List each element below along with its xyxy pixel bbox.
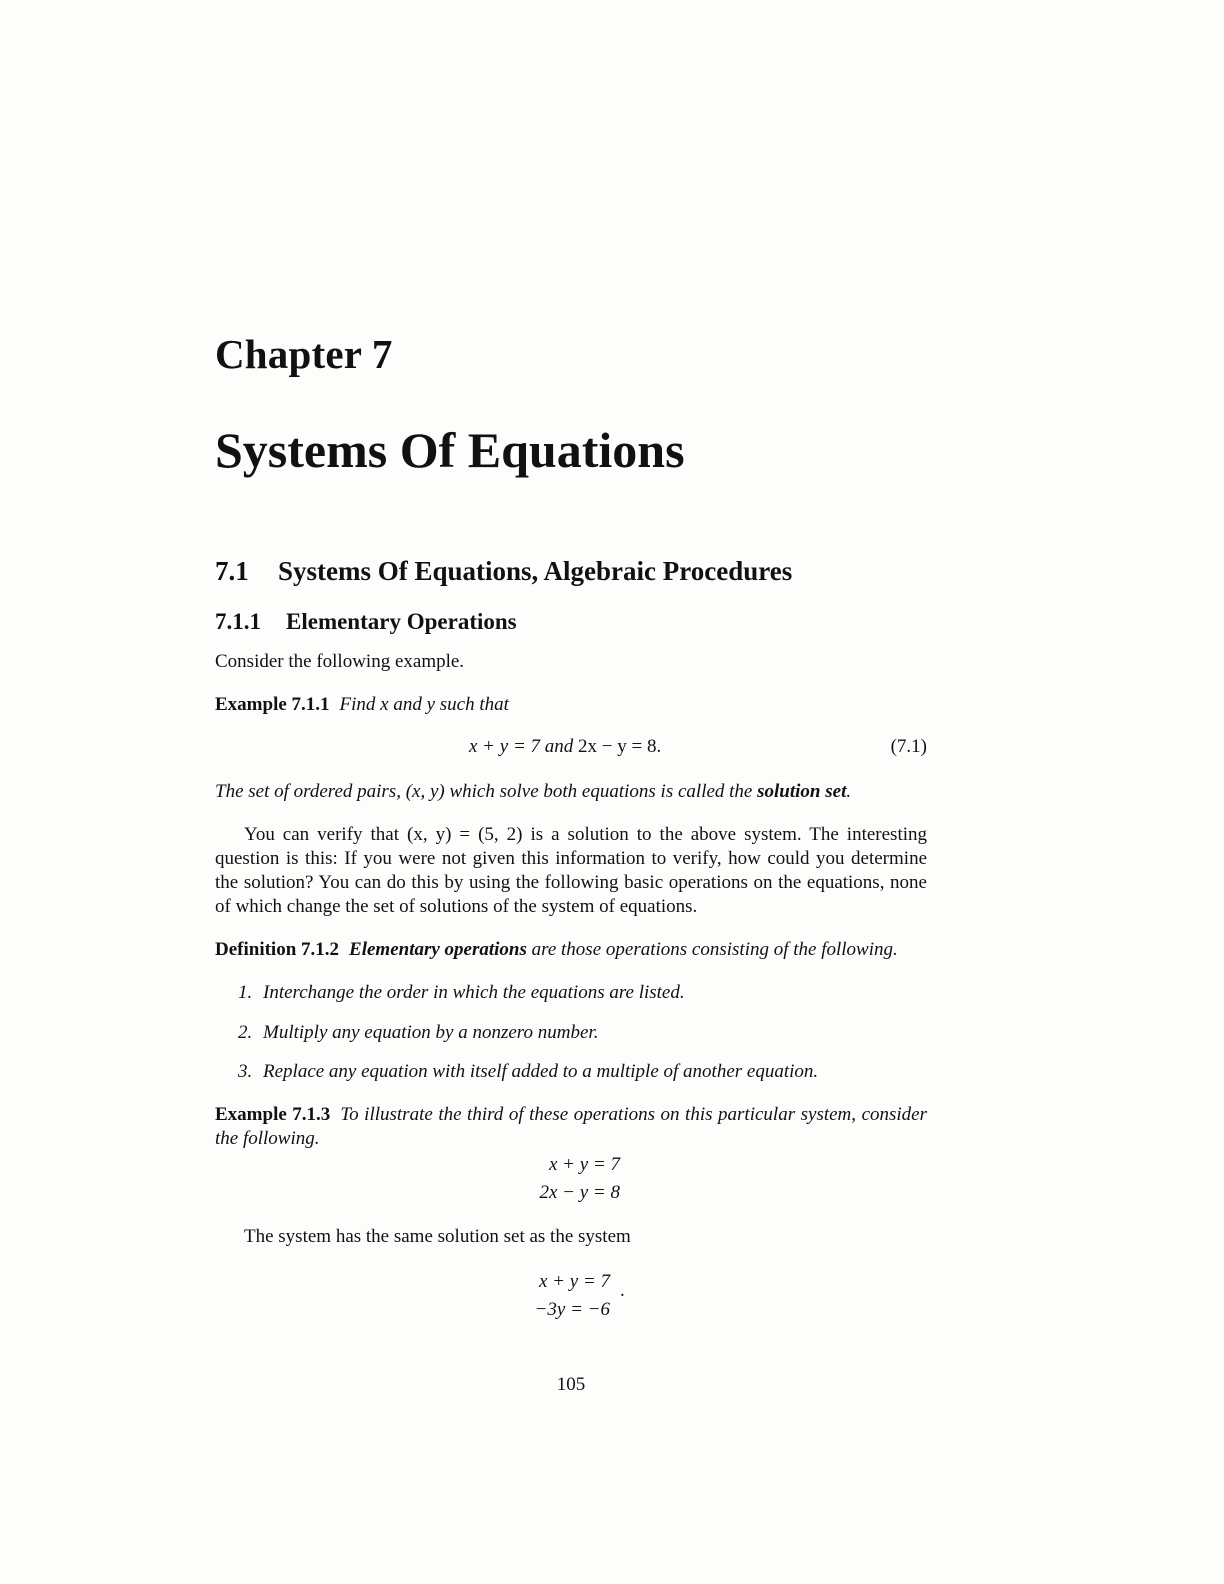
section-title: Systems Of Equations, Algebraic Procedures [278,556,793,586]
list-item-text: Interchange the order in which the equations are listed. [263,982,685,1003]
equation-system-2 [515,1268,610,1324]
example-label: Example 7.1.1 [215,694,330,715]
definition-term: Elementary operations [349,939,527,960]
system-equation: x + y = 7 [538,1271,610,1292]
subsection-heading [215,609,517,635]
list-item-number: 1. [238,982,253,1003]
page-number: 105 [556,1374,586,1395]
equation-number: (7.1) [890,736,927,757]
list-item [238,981,918,1005]
list-item [238,1021,918,1045]
list-item-number: 2. [238,1022,253,1043]
definition-text: are those operations consisting of the following. [531,939,898,960]
equation-connector: and [544,736,574,757]
subsection-title: Elementary Operations [286,609,517,634]
equation-body [469,736,661,758]
example-text: Find x and y such that [339,694,509,715]
list-item-text: Multiply any equation by a nonzero number. [263,1022,599,1043]
list-item-number: 3. [238,1061,253,1082]
section-heading [215,556,792,587]
definition-heading [215,938,898,962]
body-paragraph: You can verify that (x, y) = (5, 2) is a solution to the above system. The interesting question is this: If you were not given this information to verify, how could you determine the solution? You can do this by using the following basic operations on the equations, none of which change the set of solutions of the system of equations. [215,824,927,917]
section-number: 7.1 [215,556,249,586]
equation-right: 2x − y = 8. [578,736,662,757]
example-2-text: To illustrate the third of these operations on this particular system, consider the following. [215,1104,927,1149]
system-equation: 2x − y = 8 [539,1182,620,1203]
solution-set-term: solution set [757,781,847,802]
list-item [238,1060,918,1084]
list-item-text: Replace any equation with itself added to a multiple of another equation. [263,1061,819,1082]
solution-set-sentence [215,780,851,804]
system-equation: −3y = −6 [534,1299,610,1320]
equation-system-1 [520,1151,620,1207]
display-equation [215,736,927,762]
system-equation: x + y = 7 [548,1154,620,1175]
intro-text: Consider the following example. [215,651,465,672]
example-2-label: Example 7.1.3 [215,1104,331,1125]
book-page [215,0,927,1584]
solution-set-text: The set of ordered pairs, (x, y) which solve both equations is called the [215,781,753,802]
example-heading [215,693,509,717]
system-end-period: . [620,1280,625,1301]
system-note: The system has the same solution set as the system [244,1226,631,1247]
chapter-title: Systems Of Equations [215,422,685,478]
chapter-label: Chapter 7 [215,331,393,377]
definition-label: Definition 7.1.2 [215,939,340,960]
example-2 [215,1103,927,1151]
subsection-number: 7.1.1 [215,609,261,634]
solution-set-end: . [846,781,852,802]
equation-left: x + y = 7 [469,736,541,757]
